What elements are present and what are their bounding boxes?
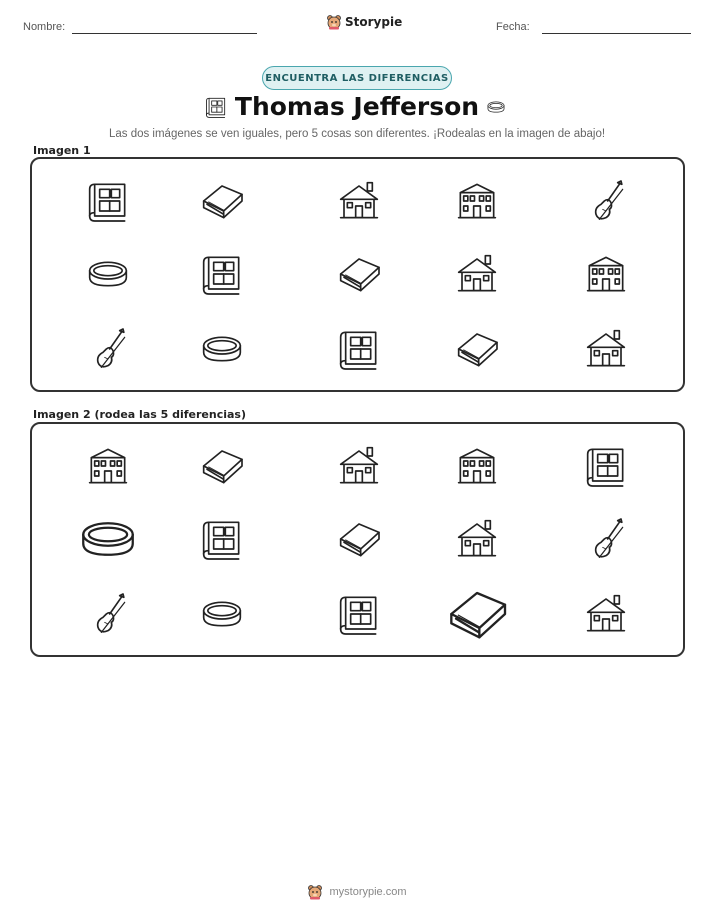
image2-blueprint-icon[interactable] [581,441,631,491]
image2-label: Imagen 2 (rodea las 5 diferencias) [33,408,247,421]
image2-mansion-icon[interactable] [452,441,502,491]
image1-mansion-icon [581,249,631,299]
image1-book-icon [452,324,502,374]
activity-badge: ENCUENTRA LAS DIFERENCIAS [262,66,452,90]
image2-house-icon[interactable] [334,441,384,491]
image2-book-icon[interactable] [442,579,512,649]
image2-blueprint-icon[interactable] [197,514,247,564]
title-row [0,90,714,126]
image1-mansion-icon [452,176,502,226]
image1-house-icon [581,324,631,374]
storypie-bear-icon [307,884,323,900]
image2-ring-icon[interactable] [74,505,142,573]
name-label: Nombre: [23,21,66,33]
image2-book-icon[interactable] [197,441,247,491]
image2-house-icon[interactable] [452,514,502,564]
image1-violin-icon [581,176,631,226]
footer [0,884,714,900]
image1-violin-icon [83,324,133,374]
image1-house-icon [452,249,502,299]
name-field[interactable] [72,33,257,34]
image2-house-icon[interactable] [581,589,631,639]
image2-mansion-icon[interactable] [83,441,133,491]
storypie-bear-icon [326,14,342,30]
image2-panel[interactable] [30,422,685,657]
image2-violin-icon[interactable] [581,514,631,564]
date-field[interactable] [542,33,691,34]
image1-blueprint-icon [197,249,247,299]
image2-ring-icon[interactable] [197,589,247,639]
image1-blueprint-icon [83,176,133,226]
date-label: Fecha: [496,21,530,33]
image1-ring-icon [83,249,133,299]
image1-panel [30,157,685,392]
page-title: Thomas Jefferson [234,92,480,121]
brand-logo [326,14,402,30]
image1-ring-icon [197,324,247,374]
image2-blueprint-icon[interactable] [334,589,384,639]
image1-label: Imagen 1 [33,144,91,157]
image1-blueprint-icon [334,324,384,374]
image2-violin-icon[interactable] [83,589,133,639]
image1-book-icon [334,249,384,299]
ring-icon [482,96,510,123]
footer-link[interactable]: mystorypie.com [329,886,407,898]
image1-house-icon [334,176,384,226]
brand-name: Storypie [345,15,403,29]
instructions: Las dos imágenes se ven iguales, pero 5 cosas son diferentes. ¡Rodealas en la imagen de abajo! [108,128,606,140]
image2-book-icon[interactable] [334,514,384,564]
image1-book-icon [197,176,247,226]
